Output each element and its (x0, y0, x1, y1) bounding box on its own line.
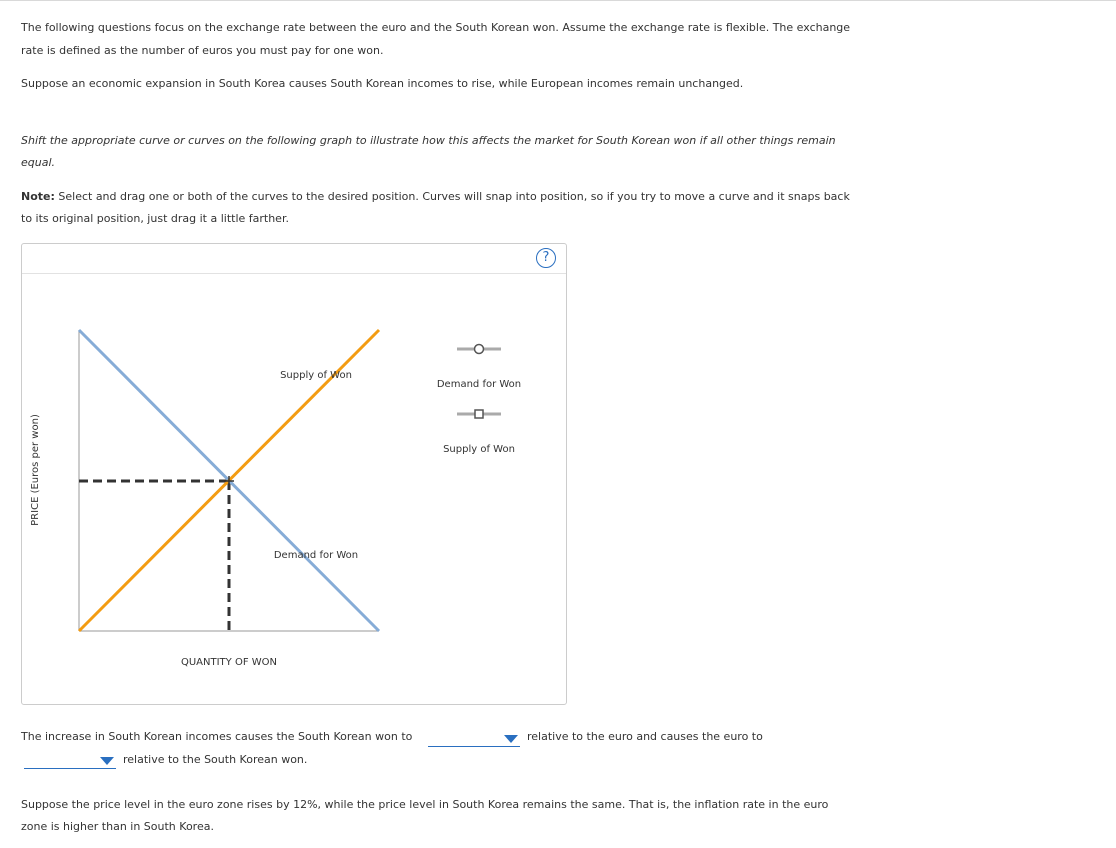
y-axis-label: PRICE (Euros per won) (30, 414, 41, 526)
instruction-line-1: Shift the appropriate curve or curves on the following graph to illustrate how this affects the market for South Korean won if all other things remain (21, 134, 836, 147)
supply-curve-label: Supply of Won (280, 370, 352, 381)
legend-supply-label: Supply of Won (443, 444, 515, 455)
intro-line-1: The following questions focus on the exchange rate between the euro and the South Korean won. Assume the exchange rate is flexible. The exchange (21, 21, 851, 34)
top-divider (0, 0, 1116, 1)
legend-demand-tool[interactable] (457, 345, 501, 354)
square-marker-icon (475, 410, 483, 418)
question1-text-part3: relative to the South Korean won. (123, 753, 308, 766)
help-icon[interactable]: ? (536, 248, 556, 268)
graph-canvas (22, 244, 566, 704)
won-direction-dropdown[interactable] (428, 730, 520, 747)
instruction-line-2: equal. (21, 156, 56, 169)
euro-direction-dropdown[interactable] (24, 752, 116, 769)
inflation-line-1: Suppose the price level in the euro zone rises by 12%, while the price level in South Korea remains the same. That is, the inflation rate in the euro (21, 798, 829, 811)
graph-panel (21, 243, 567, 705)
scenario-text: Suppose an economic expansion in South Korea causes South Korean incomes to rise, while European incomes remain unchanged. (21, 77, 744, 90)
question1-text-part1: The increase in South Korean incomes causes the South Korean won to (21, 730, 413, 743)
chevron-down-icon (504, 735, 518, 743)
question1-text-part2: relative to the euro and causes the euro to (527, 730, 763, 743)
x-axis-label: QUANTITY OF WON (180, 657, 278, 668)
legend-demand-label: Demand for Won (436, 379, 522, 390)
note-line-1 (21, 186, 881, 208)
note-text: Select and drag one or both of the curves to the desired position. Curves will snap into position, so if you try to move a curve and it snaps back (54, 190, 850, 203)
note-line-2: to its original position, just drag it a little farther. (21, 212, 289, 225)
legend-supply-tool[interactable] (457, 410, 501, 418)
circle-marker-icon (475, 345, 484, 354)
intro-line-2: rate is defined as the number of euros you must pay for one won. (21, 44, 384, 57)
inflation-line-2: zone is higher than in South Korea. (21, 820, 214, 833)
demand-curve-label: Demand for Won (273, 550, 359, 561)
chevron-down-icon (100, 757, 114, 765)
note-label: Note: (21, 190, 55, 203)
